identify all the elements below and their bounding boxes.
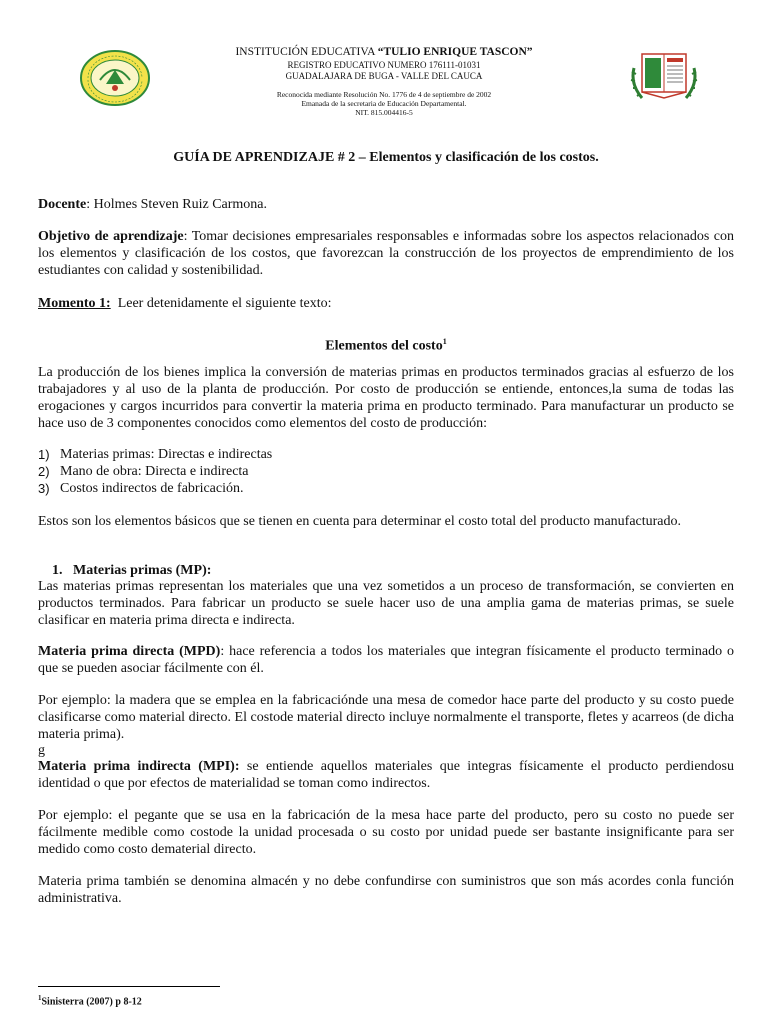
mpi-text: se entiende aquellos materiales que integras físicamente el producto perdiendosu identidad o que por efectos de materialidad se toman como indirectos. [38,759,734,791]
institution-name: “TULIO ENRIQUE TASCON” [377,46,533,58]
school-seal-logo [80,50,150,106]
mpi-paragraph [38,758,734,792]
nit-line: NIT. 815.004416-5 [355,108,413,117]
mpd-text: : hace referencia a todos los materiales que integran físicamente el producto terminado o que se pueden asociar fácilmente con él. [38,644,734,676]
teacher-line [38,196,734,213]
book-emblem-logo [628,48,700,106]
teacher-label: Docente [38,197,87,212]
moment-line [38,295,734,312]
list-item: 3) Costos indirectos de fabricación. [38,481,244,496]
section-footnote-mark: 1 [442,337,447,346]
section-title: Elementos del costo$^1$ [325,337,447,354]
seal-icon [80,50,150,106]
issued-by-line: Emanada de la secretaria de Educación Departamental. [301,99,467,108]
elements-list [38,446,734,497]
footnote-text: Sinisterra (2007) p 8-12 [41,996,142,1008]
intro-paragraph: La producción de los bienes implica la conversión de materias primas en productos terminados gracias al esfuerzo de los trabajadores y al uso de la planta de producción. Por costo de producción se entiende, entonces,la suma de todas las erogaciones y cargos incurridos para convertir la materia prima en producto terminado. Para manufacturar un producto se hace uso de 3 componentes conocidos como elementos del costo de producción: [38,365,734,431]
teacher-name: : Holmes Steven Ruiz Carmona. [86,197,268,212]
warehouse-paragraph: Materia prima también se denomina almacén y no debe confundirse con suministros que son más acordes conla función administrativa. [38,874,734,906]
recognition-line: Reconocida mediante Resolución No. 1776 de 4 de septiembre de 2002 [276,90,492,99]
mp-paragraph: Las materias primas representan los materiales que una vez sometidos a un proceso de transformación, se convierten en productos terminados. Para fabricar un producto se suele hacer uso de una amplia gama de materias primas, se suele clasificar en materia prima directa e indirecta. [38,579,734,628]
book-laurel-icon [628,48,700,106]
list-item: 1) Materias primas: Directas e indirectas [38,447,273,462]
objective-text: : Tomar decisiones empresariales responsables e informadas sobre los aspectos relacionados con los elementos y clasificación de los costos, que favorezcan la construcción de los proyectos de emprendimiento de los estudiantes con calidad y sostenibilidad. [38,229,734,278]
stray-character: g [38,743,45,758]
moment-label: Momento 1: [38,296,111,311]
registry-line: REGISTRO EDUCATIVO NUMERO 176111-01031 [287,60,481,70]
mpd-example-paragraph: Por ejemplo: la madera que se emplea en la fabricaciónde una mesa de comedor hace parte del producto y su costo puede clasificarse como material directo. El costode material directo incluye normalmente el transporte, fletes y acarreos (de dicha materia prima). [38,693,734,742]
mpi-label: Materia prima indirecta (MPI): [38,759,240,774]
location-line: GUADALAJARA DE BUGA - VALLE DEL CAUCA [285,71,483,81]
guide-title: GUÍA DE APRENDIZAJE # 2 – Elementos y clasificación de los costos. [173,150,599,165]
mpd-paragraph [38,643,734,677]
footnote-mark: 1 [38,994,42,1002]
institution-line: INSTITUCIÓN EDUCATIVA “TULIO ENRIQUE TASCON” [235,46,533,58]
footnote-divider [38,986,220,987]
basics-paragraph: Estos son los elementos básicos que se tienen en cuenta para determinar el costo total del producto manufacturado. [38,514,682,529]
heading-materias-primas: 1. Materias primas (MP): [52,563,212,578]
list-item: 2) Mano de obra: Directa e indirecta [38,464,249,479]
footnote [38,992,142,1008]
objective-paragraph [38,228,734,279]
mpi-example-paragraph: Por ejemplo: el pegante que se usa en la fabricación de la mesa hace parte del producto, pero su costo no puede ser fácilmente medible como costode la unidad procesada o su costo por unidad puede ser bastante insignificante para ser medido como costo dematerial directo. [38,808,734,857]
objective-label: Objetivo de aprendizaje [38,229,184,244]
mpd-label: Materia prima directa (MPD) [38,644,221,659]
moment-text: Leer detenidamente el siguiente texto: [110,296,332,311]
